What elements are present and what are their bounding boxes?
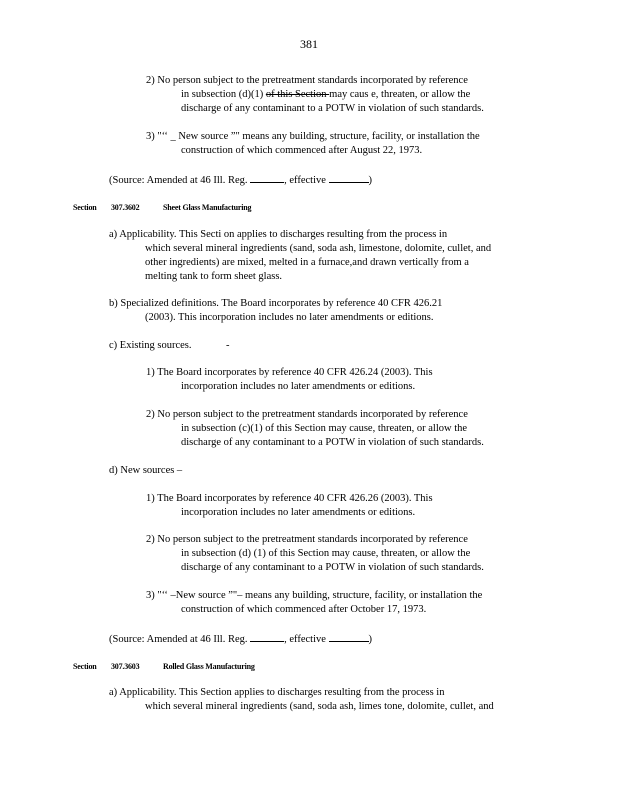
d-item-2-line-1: 2) No person subject to the pretreatment standards incorporated by reference [146,534,468,545]
para-c-dash: - [226,340,230,351]
para-a-line-1: a) Applicability. This Secti on applies to discharges resulting from the process in [109,229,448,240]
para-b-line-1: b) Specialized definitions. The Board incorporates by reference 40 CFR 426.21 [109,298,443,309]
struck-text: of this Section [265,89,330,100]
d-item-2-line-3: discharge of any contaminant to a POTW in violation of such standards. [181,562,484,573]
section-number-2: 307.3603 [111,662,140,671]
c-item-1-line-2: incorporation includes no later amendments or editions. [181,381,416,392]
item-2-line-2: in subsection (d)(1) of this Section may caus e, threaten, or allow the [181,89,471,100]
para-b-line-2: (2003). This incorporation includes no later amendments or editions. [145,312,434,323]
para-d-label: d) New sources – [109,465,183,476]
para-a-line-3: other ingredients) are mixed, melted in a furnace,and drawn vertically from a [145,257,469,268]
item-3-line-2: construction of which commenced after August 22, 1973. [181,145,423,156]
c-item-2-line-1: 2) No person subject to the pretreatment standards incorporated by reference [146,409,468,420]
page-number: 381 [300,37,318,51]
para-a2-line-1: a) Applicability. This Section applies to discharges resulting from the process in [109,687,445,698]
reg-blank-2 [250,631,284,642]
d-item-3-line-2: construction of which commenced after October 17, 1973. [181,604,427,615]
source-note-2: (Source: Amended at 46 Ill. Reg. , effective ) [109,631,372,646]
d-item-1-line-1: 1) The Board incorporates by reference 40 CFR 426.26 (2003). This [146,493,433,504]
section-title-2: Rolled Glass Manufacturing [163,662,255,671]
reg-blank [250,172,284,183]
section-title: Sheet Glass Manufacturing [163,203,252,212]
effective-blank-2 [329,631,369,642]
c-item-2-line-3: discharge of any contaminant to a POTW in violation of such standards. [181,437,484,448]
para-a2-line-2: which several mineral ingredients (sand, soda ash, limes tone, dolomite, cullet, and [145,701,494,712]
d-item-1-line-2: incorporation includes no later amendments or editions. [181,507,416,518]
d-item-3-line-1: 3) "‘‘ –New source ”"– means any building, structure, facility, or installation the [146,590,483,601]
c-item-1-line-1: 1) The Board incorporates by reference 40 CFR 426.24 (2003). This [146,367,433,378]
item-2-line-1: 2) No person subject to the pretreatment standards incorporated by reference [146,75,468,86]
item-2-line-3: discharge of any contaminant to a POTW in violation of such standards. [181,103,484,114]
source-note: (Source: Amended at 46 Ill. Reg. , effective ) [109,172,372,187]
effective-blank [329,172,369,183]
para-a-line-4: melting tank to form sheet glass. [145,271,283,282]
para-a-line-2: which several mineral ingredients (sand, soda ash, limestone, dolomite, cullet, and [145,243,492,254]
d-item-2-line-2: in subsection (d) (1) of this Section may cause, threaten, or allow the [181,548,471,559]
para-c-label: c) Existing sources. [109,340,192,351]
section-heading-2: Section [73,662,97,671]
c-item-2-line-2: in subsection (c)(1) of this Section may cause, threaten, or allow the [181,423,468,434]
section-heading: Section [73,203,97,212]
item-3-line-1: 3) "‘‘ _ New source ”" means any building, structure, facility, or installation the [146,131,480,142]
section-number: 307.3602 [111,203,140,212]
